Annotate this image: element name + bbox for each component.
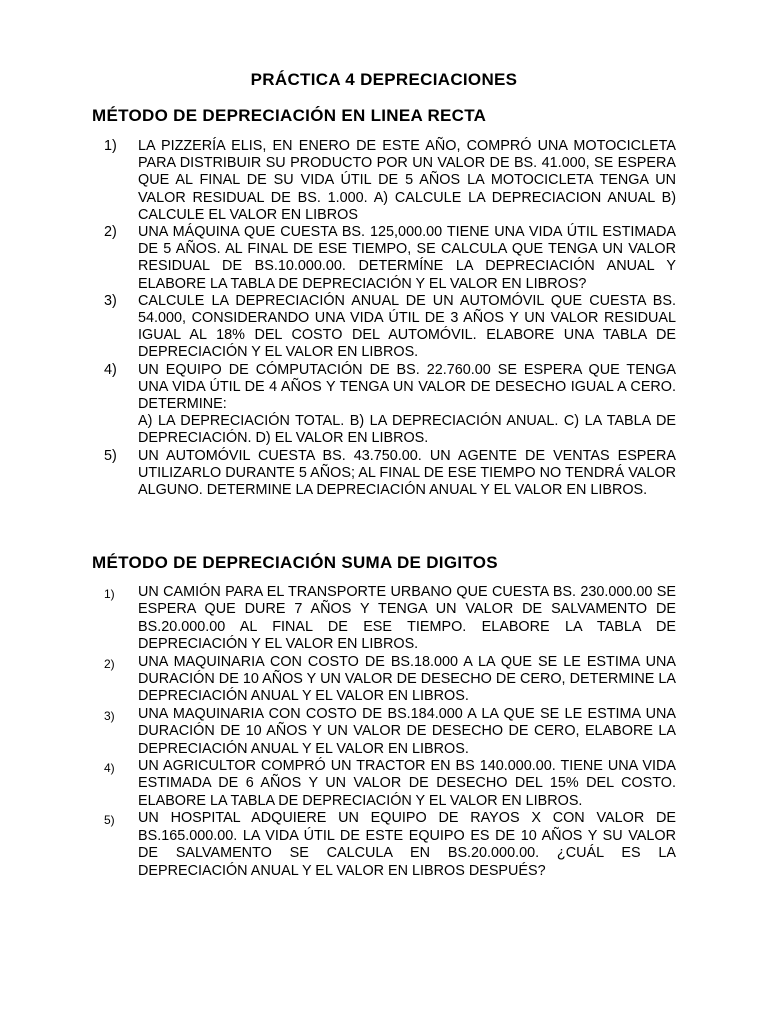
problem-list-suma-digitos (104, 584, 676, 880)
problem-subparts: A) LA DEPRECIACIÓN TOTAL. B) LA DEPRECIACIÓN ANUAL. C) LA TABLA DE DEPRECIACIÓN. D) EL VALOR EN LIBROS. (138, 413, 676, 447)
problem-text: UN AGRICULTOR COMPRÓ UN TRACTOR EN BS 140.000.00. TIENE UNA VIDA ESTIMADA DE 6 AÑOS Y UN VALOR DE DESECHO DEL 15% DEL COSTO. ELABORE LA TABLA DE DEPRECIACIÓN Y EL VALOR EN LIBROS. (138, 758, 676, 809)
problem-number: 5) (104, 813, 115, 828)
problem-number: 3) (104, 292, 117, 309)
problem-number: 4) (104, 361, 117, 378)
problem-number: 1) (104, 587, 115, 601)
problem-text: UN CAMIÓN PARA EL TRANSPORTE URBANO QUE CUESTA BS. 230.000.00 SE ESPERA QUE DURE 7 AÑOS Y TENGA UN VALOR DE SALVAMENTO DE BS.20.000.00 AL FINAL DE ESE TIEMPO. ELABORE LA TABLA DE DEPRECIACIÓN Y EL VALOR EN LIBROS. (138, 584, 676, 653)
problem-item (104, 654, 676, 706)
problem-text: LA PIZZERÍA ELIS, EN ENERO DE ESTE AÑO, COMPRÓ UNA MOTOCICLETA PARA DISTRIBUIR SU PRODUCTO POR UN VALOR DE BS. 41.000, SE ESPERA QUE AL FINAL DE SU VIDA ÚTIL DE 5 AÑOS LA MOTOCICLETA TENGA UN VALOR RESIDUAL DE BS. 1.000. A) CALCULE LA DEPRECIACION ANUAL B) CALCULE EL VALOR EN LIBROS (138, 138, 676, 223)
problem-number: 4) (104, 761, 115, 776)
problem-text: UN EQUIPO DE CÓMPUTACIÓN DE BS. 22.760.00 SE ESPERA QUE TENGA UNA VIDA ÚTIL DE 4 AÑOS Y TENGA UN VALOR DE DESECHO IGUAL A CERO. DETERMINE: (138, 361, 676, 413)
problem-text: CALCULE LA DEPRECIACIÓN ANUAL DE UN AUTOMÓVIL QUE CUESTA BS. 54.000, CONSIDERANDO UNA VIDA ÚTIL DE 3 AÑOS Y UN VALOR RESIDUAL IGUAL AL 18% DEL COSTO DEL AUTOMÓVIL. ELABORE UNA TABLA DE DEPRECIACIÓN Y EL VALOR EN LIBROS. (138, 292, 676, 361)
problem-item (104, 224, 676, 293)
problem-item (104, 758, 676, 810)
section-heading-linea-recta: MÉTODO DE DEPRECIACIÓN EN LINEA RECTA (92, 106, 487, 125)
problem-text: UNA MÁQUINA QUE CUESTA BS. 125,000.00 TIENE UNA VIDA ÚTIL ESTIMADA DE 5 AÑOS. AL FINAL DE ESE TIEMPO, SE CALCULA QUE TENGA UN VALOR RESIDUAL DE BS.10.000.00. DETERMÍNE LA DEPRECIACIÓN ANUAL Y ELABORE LA TABLA DE DEPRECIACIÓN Y EL VALOR EN LIBROS? (138, 224, 676, 292)
problem-item (104, 706, 676, 758)
problem-item (104, 138, 676, 224)
problem-text-block (138, 362, 676, 448)
problem-item (104, 810, 676, 880)
problem-number: 2) (104, 224, 117, 241)
problem-number: 1) (104, 138, 117, 154)
problem-item (104, 584, 676, 654)
problem-text: UN AUTOMÓVIL CUESTA BS. 43.750.00. UN AGENTE DE VENTAS ESPERA UTILIZARLO DURANTE 5 AÑOS; AL FINAL DE ESE TIEMPO NO TENDRÁ VALOR ALGUNO. DETERMINE LA DEPRECIACIÓN ANUAL Y EL VALOR EN LIBROS. (138, 447, 676, 499)
problem-number: 5) (104, 447, 117, 464)
page-title: PRÁCTICA 4 DEPRECIACIONES (250, 70, 518, 89)
problem-text: UNA MAQUINARIA CON COSTO DE BS.18.000 A LA QUE SE LE ESTIMA UNA DURACIÓN DE 10 AÑOS Y UN VALOR DE DESECHO DE CERO, DETERMINE LA DEPRECIACIÓN ANUAL Y EL VALOR EN LIBROS. (138, 653, 676, 705)
problem-number: 3) (104, 708, 115, 723)
problem-list-linea-recta (104, 138, 676, 499)
problem-text: UNA MAQUINARIA CON COSTO DE BS.184.000 A LA QUE SE LE ESTIMA UNA DURACIÓN DE 10 AÑOS Y UN VALOR DE DESECHO DE CERO, ELABORE LA DEPRECIACIÓN ANUAL Y EL VALOR EN LIBROS. (138, 705, 676, 757)
problem-item (104, 293, 676, 362)
problem-item (104, 362, 676, 448)
section-heading-suma-digitos: MÉTODO DE DEPRECIACIÓN SUMA DE DIGITOS (92, 553, 498, 572)
problem-number: 2) (104, 656, 115, 671)
problem-text: UN HOSPITAL ADQUIERE UN EQUIPO DE RAYOS X CON VALOR DE BS.165.000.00. LA VIDA ÚTIL DE ESTE EQUIPO ES DE 10 AÑOS Y SU VALOR DE SALVAMENTO SE CALCULA EN BS.20.000.00. ¿CUÁL ES LA DEPRECIACIÓN ANUAL Y EL VALOR EN LIBROS DESPUÉS? (138, 810, 676, 879)
problem-item (104, 448, 676, 500)
